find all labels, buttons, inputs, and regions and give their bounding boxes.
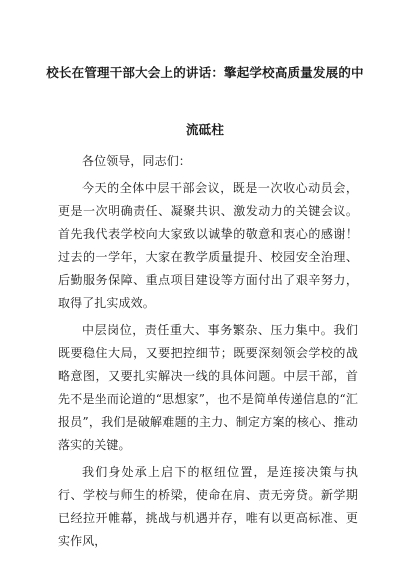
greeting: 各位领导，同志们： <box>82 154 191 168</box>
document-title-line-1: 校长在管理干部大会上的讲话：擎起学校高质量发展的中 <box>46 65 364 80</box>
paragraph-2: 中层岗位，责任重大、事务繁杂、压力集中。我们既要稳住大局，又要把控细节；既要深刻领会学校的战略意图，又要扎实解决一线的具体问题。中层干部，首先不是坐而论道的“思想家”，也不是简单传递信息的“汇报员”，我们是破解难题的主力、制定方案的核心、推动落实的关键。 <box>58 323 358 452</box>
paragraph-3: 我们身处承上启下的枢纽位置，是连接决策与执行、学校与师生的桥梁，使命在肩、责无旁贷。新学期已经拉开帷幕，挑战与机遇并存，唯有以更高标准、更实作风， <box>58 465 358 548</box>
document-title-line-2: 流砥柱 <box>185 122 225 137</box>
document-body <box>58 150 358 557</box>
paragraph-1: 今天的全体中层干部会议，既是一次收心动员会，更是一次明确责任、凝聚共识、激发动力的关键会议。首先我代表学校向大家致以诚挚的敬意和衷心的感谢！过去的一学年，大家在教学质量提升、校园安全治理、后勤服务保障、重点项目建设等方面付出了艰辛努力，取得了扎实成效。 <box>58 181 358 310</box>
